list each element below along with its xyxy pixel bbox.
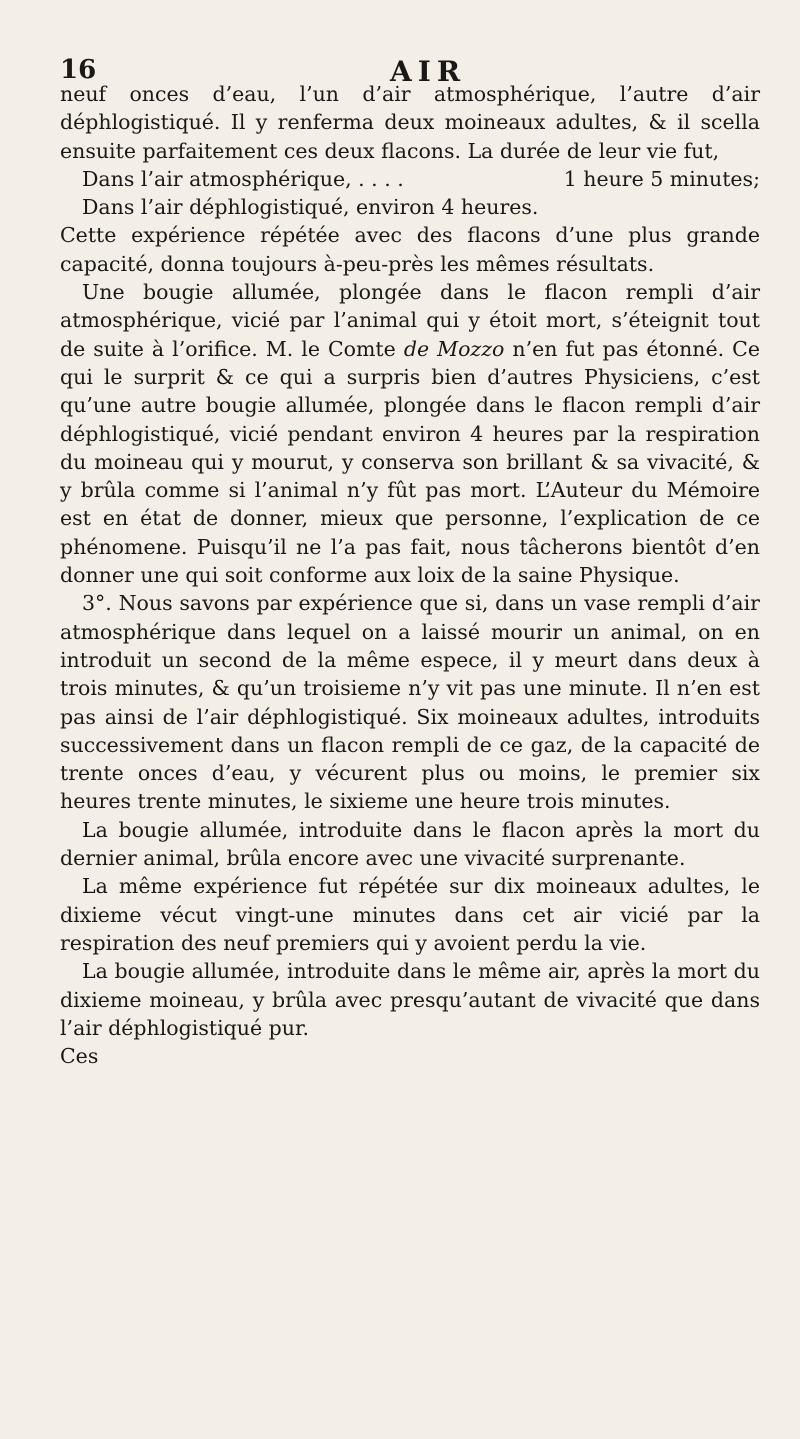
paragraph-4: 3°. Nous savons par expérience que si, dans un vase rempli d’air atmosphérique dans lequel on a laissé mourir un animal, on en introduit un second de la même espece, il y meurt dans deux à trois minutes, & qu’un troisieme n’y vit pas une minute. Il n’en est pas ainsi de l’air déphlogistiqué. Six moineaux adultes, introduits successivement dans un flacon rempli de ce gaz, de la capacité de trente onces d’eau, y vécurent plus ou moins, le premier six heures trente minutes, le sixieme une heure trois minutes.	[60, 591, 760, 814]
paragraph-1: neuf onces d’eau, l’un d’air atmosphérique, l’autre d’air déphlogistiqué. Il y renferma deux moineaux adultes, & il scella ensuite parfaitement ces deux flacons. La durée de leur vie fut,	[60, 82, 760, 163]
paragraph-6: La même expérience fut répétée sur dix moineaux adultes, le dixieme vécut vingt-une minutes dans cet air vicié par la respiration des neuf premiers qui y avoient perdu la vie.	[60, 874, 760, 955]
catchword: Ces	[60, 1044, 99, 1069]
paragraph-2: Cette expérience répétée avec des flacons d’une plus grande capacité, donna toujours à-peu-près les mêmes résultats.	[60, 223, 760, 276]
paragraph-3-end: n’en fut pas étonné. Ce qui le surprit & ce qui a surpris bien d’autres Physiciens, c’est qu’une autre bougie allumée, plongée dans le flacon rempli d’air déphlogistiqué, vicié pendant environ 4 heures par la respiration du moineau qui y mourut, y conserva son brillant & sa vivacité, & y brûla comme si l’animal n’y fût pas mort. L’Auteur du Mémoire est en état de donner, mieux que personne, l’explication de ce phénomene. Puisqu’il ne l’a pas fait, nous tâcherons bientôt d’en donner une qui soit conforme aux loix de la saine Physique.	[60, 336, 760, 588]
paragraph-3-start: Une bougie allumée, plongée dans le flacon rempli d’air atmosphérique, vicié par l’animal qui y étoit mort, s’éteignit tout de suite à l’orifice. M. le Comte	[60, 280, 760, 361]
author-name: de Mozzo	[403, 336, 505, 361]
result-row-atmospheric	[60, 165, 760, 193]
result-value: 1 heure 5 minutes;	[563, 166, 760, 191]
result-label: Dans l’air atmosphérique, . . . .	[82, 166, 404, 191]
page-number: 16	[60, 55, 97, 85]
paragraph-5: La bougie allumée, introduite dans le flacon après la mort du dernier animal, brûla encore avec une vivacité surprenante.	[60, 817, 760, 871]
running-title: AIR	[390, 55, 467, 88]
paragraph-3	[60, 278, 760, 589]
result-row-dephlogisticated: Dans l’air déphlogistiqué, environ 4 heures.	[82, 195, 539, 220]
paragraph-7: La bougie allumée, introduite dans le même air, après la mort du dixieme moineau, y brûla avec presqu’autant de vivacité que dans l’air déphlogistiqué pur.	[60, 959, 760, 1040]
body-text	[60, 80, 760, 1070]
